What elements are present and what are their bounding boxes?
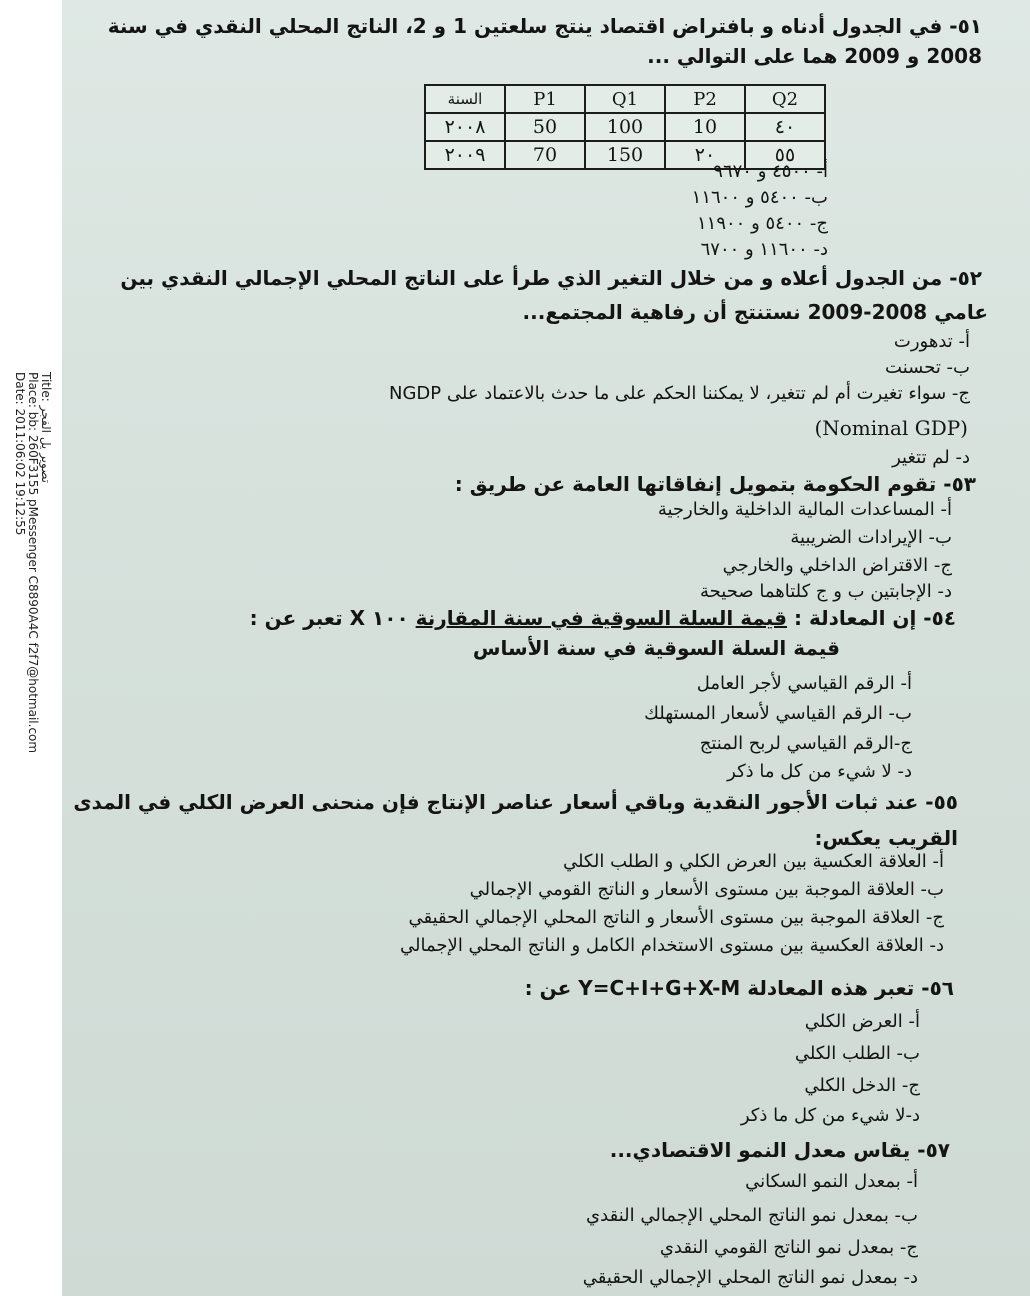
q53-option-b: ب- الإيرادات الضريبية bbox=[790, 527, 952, 548]
cell-q2: ٤٠ bbox=[745, 113, 825, 141]
header-p1: P1 bbox=[505, 85, 585, 113]
q56-equation: Y=C+I+G+X-M bbox=[578, 976, 741, 1000]
q57-stem: ٥٧- يقاس معدل النمو الاقتصادي... bbox=[609, 1138, 950, 1162]
q56-stem-a: ٥٦- تعبر هذه المعادلة bbox=[747, 976, 954, 1000]
q54-prefix: ٥٤- إن المعادلة : bbox=[793, 606, 956, 630]
table-row bbox=[425, 113, 825, 141]
q51-option-a: أ- ٤٥٠٠ و ٩٦٧٠ bbox=[713, 161, 828, 182]
cell-year: ٢٠٠٩ bbox=[425, 141, 505, 169]
q55-stem-line1: ٥٥- عند ثبات الأجور النقدية وباقي أسعار عناصر الإنتاج فإن منحنى العرض الكلي في المدى bbox=[73, 790, 958, 814]
q53-stem: ٥٣- تقوم الحكومة بتمويل إنفاقاتها العامة عن طريق : bbox=[454, 472, 976, 496]
metadata-place: Place: bb: 260F3155 pMessenger C8890A4C f2f7@hotmail.com bbox=[26, 372, 40, 754]
q54-option-c: ج-الرقم القياسي لربح المنتج bbox=[699, 733, 912, 754]
q52-option-b: ب- تحسنت bbox=[885, 357, 970, 378]
q56-option-d: د-لا شيء من كل ما ذكر bbox=[740, 1105, 920, 1126]
q51-option-b: ب- ٥٤٠٠ و ١١٦٠٠ bbox=[691, 187, 828, 208]
q54-suffix: تعبر عن : bbox=[249, 606, 343, 630]
exam-page-photo bbox=[62, 0, 1030, 1296]
q51-data-table bbox=[424, 84, 826, 170]
q57-option-a: أ- بمعدل النمو السكاني bbox=[745, 1171, 918, 1192]
header-q2: Q2 bbox=[745, 85, 825, 113]
cell-p1: 70 bbox=[505, 141, 585, 169]
q54-option-a: أ- الرقم القياسي لأجر العامل bbox=[696, 673, 912, 694]
metadata-title: Title: تصوير يل الفجر bbox=[39, 372, 53, 483]
photo-metadata-strip bbox=[6, 0, 56, 1296]
q51-stem-line2: 2008 و 2009 هما على التوالي ... bbox=[647, 44, 982, 68]
q57-option-b: ب- بمعدل نمو الناتج المحلي الإجمالي النقدي bbox=[586, 1205, 918, 1226]
metadata-text bbox=[13, 372, 52, 753]
cell-q1: 100 bbox=[585, 113, 665, 141]
q54-option-b: ب- الرقم القياسي لأسعار المستهلك bbox=[644, 703, 912, 724]
cell-year: ٢٠٠٨ bbox=[425, 113, 505, 141]
header-p2: P2 bbox=[665, 85, 745, 113]
q51-option-c: ج- ٥٤٠٠ و ١١٩٠٠ bbox=[697, 213, 828, 234]
q56-option-b: ب- الطلب الكلي bbox=[794, 1043, 920, 1064]
cell-q1: 150 bbox=[585, 141, 665, 169]
cell-p1: 50 bbox=[505, 113, 585, 141]
q55-stem-line2: القريب يعكس: bbox=[814, 826, 958, 850]
q57-option-d: د- بمعدل نمو الناتج المحلي الإجمالي الحقيقي bbox=[582, 1267, 918, 1288]
q55-option-b: ب- العلاقة الموجبة بين مستوى الأسعار و الناتج القومي الإجمالي bbox=[469, 879, 944, 900]
header-q1: Q1 bbox=[585, 85, 665, 113]
q52-option-c-text: ج- سواء تغيرت أم لم تتغير، لا يمكننا الحكم على ما حدث بالاعتماد على NGDP bbox=[389, 383, 970, 404]
q57-option-c: ج- بمعدل نمو الناتج القومي النقدي bbox=[659, 1237, 918, 1258]
header-year: السنة bbox=[425, 85, 505, 113]
cell-q2: ٥٥ bbox=[745, 141, 825, 169]
cell-p2: 10 bbox=[665, 113, 745, 141]
q52-stem-line1: ٥٢- من الجدول أعلاه و من خلال التغير الذي طرأ على الناتج المحلي الإجمالي النقدي بين bbox=[120, 266, 982, 290]
q54-numerator: قيمة السلة السوقية في سنة المقارنة bbox=[415, 606, 788, 630]
q52-stem-line2: عامي 2008-2009 نستنتج أن رفاهية المجتمع... bbox=[522, 300, 988, 324]
q55-option-a: أ- العلاقة العكسية بين العرض الكلي و الطلب الكلي bbox=[562, 851, 944, 872]
q51-stem-line1: ٥١- في الجدول أدناه و بافتراض اقتصاد ينتج سلعتين 1 و 2، الناتج المحلي النقدي في سنة bbox=[107, 14, 982, 38]
table-header-row bbox=[425, 85, 825, 113]
metadata-date: Date: 2011:06:02 19:12:55 bbox=[13, 372, 27, 536]
q52-option-a: أ- تدهورت bbox=[893, 331, 970, 352]
q56-option-c: ج- الدخل الكلي bbox=[804, 1075, 920, 1096]
exam-sheet bbox=[62, 0, 1030, 1296]
q52-option-d: د- لم تتغير bbox=[892, 447, 970, 468]
q53-option-d: د- الإجابتين ب و ج كلتاهما صحيحة bbox=[700, 581, 952, 602]
q53-option-c: ج- الاقتراض الداخلي والخارجي bbox=[722, 555, 952, 576]
q54-option-d: د- لا شيء من كل ما ذكر bbox=[727, 761, 912, 782]
q52-option-c-continued: (Nominal GDP) bbox=[814, 416, 968, 440]
q54-stem bbox=[250, 606, 956, 630]
q56-stem bbox=[525, 976, 954, 1000]
q55-option-d: د- العلاقة العكسية بين مستوى الاستخدام الكامل و الناتج المحلي الإجمالي bbox=[400, 935, 944, 956]
cell-p2: ٢٠ bbox=[665, 141, 745, 169]
q52-option-c bbox=[389, 382, 970, 406]
q56-option-a: أ- العرض الكلي bbox=[804, 1011, 920, 1032]
q51-option-d: د- ١١٦٠٠ و ٦٧٠٠ bbox=[700, 239, 828, 260]
q56-stem-b: عن : bbox=[524, 976, 572, 1000]
q53-option-a: أ- المساعدات المالية الداخلية والخارجية bbox=[657, 499, 952, 520]
q54-times: X ١٠٠ bbox=[349, 606, 409, 630]
q54-denominator: قيمة السلة السوقية في سنة الأساس bbox=[472, 636, 840, 660]
q55-option-c: ج- العلاقة الموجبة بين مستوى الأسعار و الناتج المحلي الإجمالي الحقيقي bbox=[408, 907, 944, 928]
